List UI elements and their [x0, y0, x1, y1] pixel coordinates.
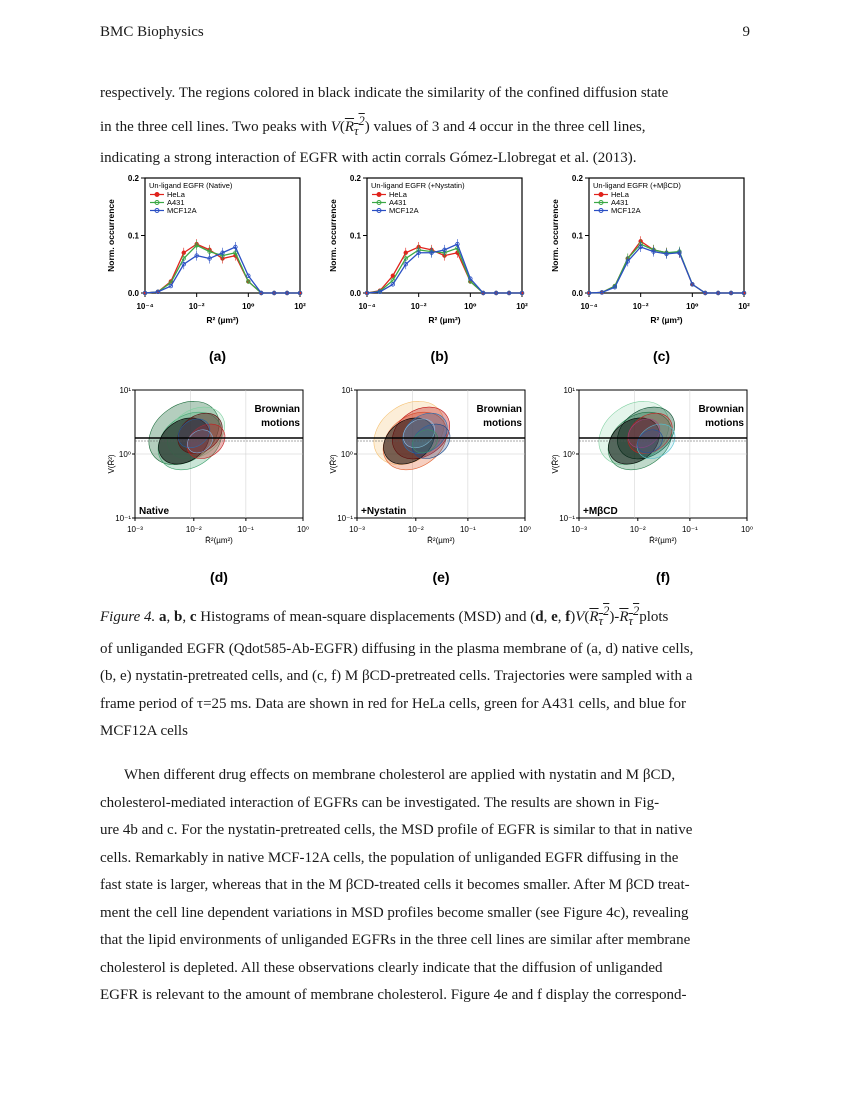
histogram-row: [100, 168, 780, 378]
intro-paragraph: [100, 80, 750, 173]
y-tick-label: 10¹: [341, 386, 353, 395]
x-tick-label: 10⁰: [740, 525, 754, 534]
legend-marker: [377, 193, 381, 197]
y-axis-label: Norm. occurrence: [106, 199, 116, 272]
body-line-6: ment the cell line dependent variations in MSD profiles become smaller (see Figure 4c), revealing: [100, 904, 689, 921]
y-tick-label: 10⁰: [340, 450, 353, 459]
y-tick-label: 10⁰: [118, 450, 131, 459]
histogram-panel-c: [550, 174, 750, 364]
y-tick-label: 10⁰: [562, 450, 575, 459]
x-tick-label: 10²: [738, 302, 750, 311]
y-axis-label: Norm. occurrence: [550, 199, 560, 272]
legend-title: Un-ligand EGFR (+MβCD): [593, 181, 681, 190]
y-tick-label: 10¹: [119, 386, 131, 395]
figure-caption: [100, 598, 750, 746]
panel-label: (d): [210, 569, 228, 585]
x-tick-label: 10⁻¹: [237, 525, 254, 534]
x-axis-label: R² (µm²): [650, 315, 683, 325]
body-line-9: EGFR is relevant to the amount of membrane cholesterol. Figure 4e and f display the correspond-: [100, 987, 687, 1003]
x-axis-label: R̄²(µm²): [205, 536, 233, 545]
x-tick-label: 10⁻⁴: [580, 302, 598, 311]
x-tick-label: 10⁻³: [349, 525, 365, 534]
annotation-motions: motions: [705, 418, 744, 429]
intro-line-3: indicating a strong interaction of EGFR with actin corrals Gómez-Llobregat et al. (2013).: [100, 150, 637, 166]
x-tick-label: 10⁰: [296, 525, 310, 534]
x-tick-label: 10⁻³: [571, 525, 587, 534]
body-line-1: When different drug effects on membrane cholesterol are applied with nystatin and M βCD,: [124, 767, 676, 783]
condition-tag: +MβCD: [583, 506, 618, 517]
x-tick-label: 10⁰: [242, 302, 255, 311]
annotation-brownian: Brownian: [254, 404, 300, 415]
x-tick-label: 10⁻³: [127, 525, 143, 534]
body-line-7: that the lipid environments of unliganded EGFRs in the three cell lines are similar after membrane: [100, 932, 691, 948]
x-axis-label: R² (µm²): [428, 315, 461, 325]
panel-label: (e): [432, 569, 450, 585]
x-tick-label: 10⁻²: [629, 525, 646, 534]
y-tick-label: 10¹: [563, 386, 575, 395]
x-tick-label: 10⁻¹: [459, 525, 476, 534]
histogram-panel-b: [328, 174, 528, 364]
legend-label: MCF12A: [389, 206, 419, 215]
legend-title: Un-ligand EGFR (+Nystatin): [371, 181, 465, 190]
y-tick-label: 0.1: [127, 231, 139, 241]
caption-line-5: MCF12A cells: [100, 723, 188, 739]
legend-marker: [599, 193, 603, 197]
y-tick-label: 10⁻¹: [115, 514, 131, 523]
legend-label: HeLa: [611, 190, 629, 199]
panel-label: (f): [656, 569, 670, 585]
legend-title: Un-ligand EGFR (Native): [149, 181, 233, 190]
y-tick-label: 0.2: [349, 174, 361, 183]
legend-marker: [155, 193, 159, 197]
contour-panel-e: [329, 386, 531, 585]
x-axis-label: R̄²(µm²): [649, 536, 677, 545]
x-tick-label: 10⁻⁴: [358, 302, 376, 311]
y-tick-label: 0.0: [349, 289, 361, 298]
x-tick-label: 10⁻²: [185, 525, 202, 534]
y-tick-label: 10⁻¹: [337, 514, 353, 523]
page-number: 9: [742, 24, 750, 40]
x-tick-label: 10⁰: [686, 302, 699, 311]
contour-panel-d: [107, 386, 309, 585]
caption-line-3: (b, e) nystatin-pretreated cells, and (c, f) M βCD-pretreated cells. Trajectories were sampled with a: [100, 668, 693, 684]
panel-label: (a): [208, 348, 227, 364]
legend-label: MCF12A: [611, 206, 641, 215]
x-tick-label: 10²: [516, 302, 528, 311]
annotation-motions: motions: [483, 418, 522, 429]
y-tick-label: 10⁻¹: [559, 514, 575, 523]
histogram-panel-a: [106, 174, 306, 364]
contour-panel-f: [551, 386, 753, 585]
y-tick-label: 0.2: [571, 174, 583, 183]
contour-row: [100, 380, 780, 590]
contour-figure: [100, 380, 780, 590]
x-tick-label: 10⁻²: [632, 302, 649, 311]
x-tick-label: 10⁻⁴: [136, 302, 154, 311]
y-axis-label: V(R̄²): [551, 454, 560, 474]
y-tick-label: 0.0: [127, 289, 139, 298]
condition-tag: +Nystatin: [361, 506, 407, 517]
annotation-motions: motions: [261, 418, 300, 429]
y-axis-label: V(R̄²): [107, 454, 116, 474]
x-tick-label: 10²: [294, 302, 306, 311]
caption-line-1: Figure 4. a, b, c Histograms of mean-square displacements (MSD) and (d, e, $f)V(R_\tau^2)-R_\tau^2plots$: [100, 604, 669, 628]
intro-line-1: respectively. The regions colored in black indicate the similarity of the confined diffusion state: [100, 85, 669, 101]
intro-line-2: in the three cell lines. Two peaks with $V(R_\tau^2)$ values of 3 and 4 occur in the three cell lines,: [100, 113, 646, 138]
y-tick-label: 0.0: [571, 289, 583, 298]
body-paragraph: [100, 762, 750, 1010]
y-axis-label: Norm. occurrence: [328, 199, 338, 272]
condition-tag: Native: [139, 506, 170, 517]
x-axis-label: R̄²(µm²): [427, 536, 455, 545]
x-axis-label: R² (µm²): [206, 315, 239, 325]
caption-line-2: of unliganded EGFR (Qdot585-Ab-EGFR) diffusing in the plasma membrane of (a, d) native cells,: [100, 640, 694, 657]
caption-line-4: frame period of τ=25 ms. Data are shown in red for HeLa cells, green for A431 cells, and blue for: [100, 695, 686, 712]
y-tick-label: 0.2: [127, 174, 139, 183]
journal-name: BMC Biophysics: [100, 24, 204, 40]
body-line-3: ure 4b and c. For the nystatin-pretreated cells, the MSD profile of EGFR is similar to that in native: [100, 822, 693, 838]
legend-label: A431: [167, 198, 185, 207]
legend-label: MCF12A: [167, 206, 197, 215]
body-line-2: cholesterol-mediated interaction of EGFRs can be investigated. The results are shown in Fig-: [100, 794, 660, 811]
x-tick-label: 10⁰: [518, 525, 532, 534]
legend-label: HeLa: [167, 190, 185, 199]
x-tick-label: 10⁻²: [410, 302, 427, 311]
y-tick-label: 0.1: [349, 231, 361, 241]
legend-label: HeLa: [389, 190, 407, 199]
annotation-brownian: Brownian: [698, 404, 744, 415]
body-line-5: fast state is larger, whereas that in the M βCD-treated cells it becomes smaller. After M βCD treat-: [100, 877, 690, 893]
body-line-8: cholesterol is depleted. All these observations clearly indicate that the diffusion of unliganded: [100, 959, 663, 976]
y-tick-label: 0.1: [571, 231, 583, 241]
annotation-brownian: Brownian: [476, 404, 522, 415]
x-tick-label: 10⁻²: [407, 525, 424, 534]
legend-label: A431: [389, 198, 407, 207]
x-tick-label: 10⁻²: [188, 302, 205, 311]
panel-label: (b): [430, 348, 449, 364]
legend-label: A431: [611, 198, 629, 207]
x-tick-label: 10⁻¹: [681, 525, 698, 534]
body-line-4: cells. Remarkably in native MCF-12A cells, the population of unliganded EGFR diffusing in the: [100, 849, 679, 866]
histogram-figure: [100, 168, 780, 378]
y-axis-label: V(R̄²): [329, 454, 338, 474]
x-tick-label: 10⁰: [464, 302, 477, 311]
panel-label: (c): [652, 348, 671, 364]
